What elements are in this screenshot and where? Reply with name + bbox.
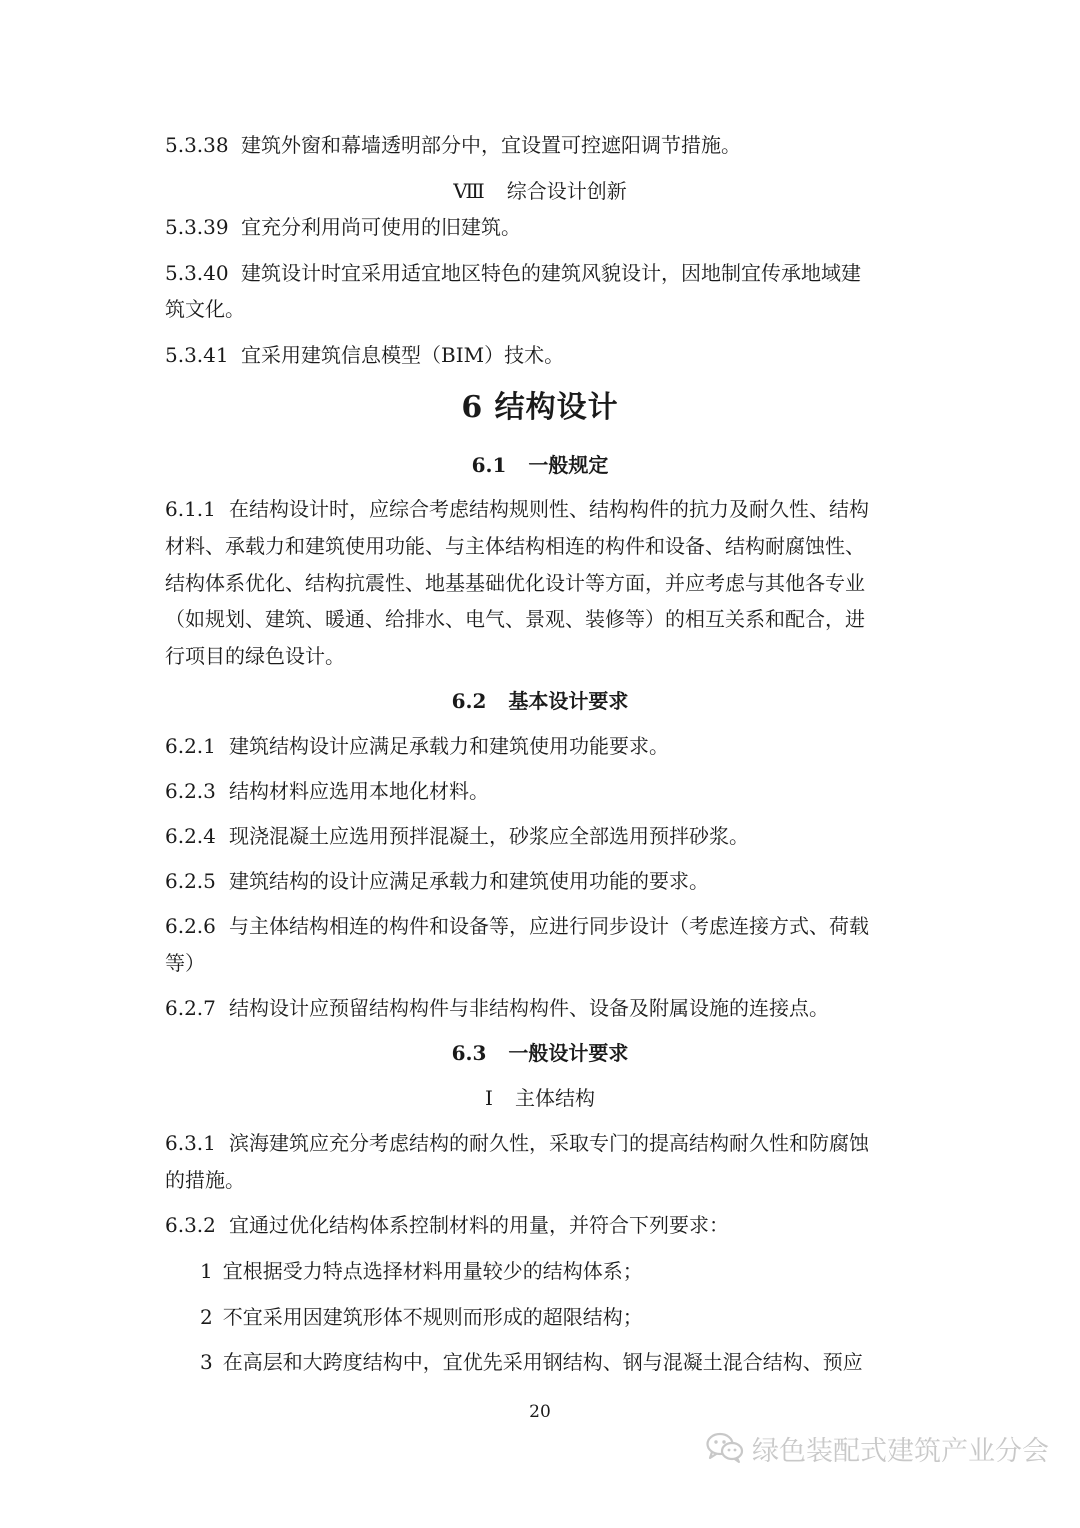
clause-6-3-2: 6.3.2 宜通过优化结构体系控制材料的用量，并符合下列要求：: [165, 1213, 729, 1237]
watermark-text: 绿色装配式建筑产业分会: [752, 1435, 1049, 1467]
clause-6-1-1: 6.1.1 在结构设计时，应综合考虑结构规则性、结构构件的抗力及耐久性、结构: [165, 497, 869, 521]
clause-6-2-6: 6.2.6 与主体结构相连的构件和设备等，应进行同步设计（考虑连接方式、荷载: [165, 914, 869, 938]
clause-6-3-1-cont: 的措施。: [165, 1168, 245, 1192]
clause-6-2-6-cont: 等）: [165, 951, 205, 975]
section-6-2-heading: 6.2 基本设计要求: [451, 689, 629, 713]
clause-6-2-3: 6.2.3 结构材料应选用本地化材料。: [165, 779, 489, 803]
clause-6-1-1-line3: 结构体系优化、结构抗震性、地基基础优化设计等方面，并应考虑与其他各专业: [165, 571, 865, 595]
clause-6-1-1-line4: （如规划、建筑、暖通、给排水、电气、景观、装修等）的相互关系和配合，进: [165, 607, 865, 631]
subsection-i-heading: Ⅰ 主体结构: [485, 1086, 595, 1110]
clause-6-3-1: 6.3.1 滨海建筑应充分考虑结构的耐久性，采取专门的提高结构耐久性和防腐蚀: [165, 1131, 869, 1155]
chapter-title: 6 结构设计: [461, 390, 619, 425]
clause-5-3-39: 5.3.39 宜充分利用尚可使用的旧建筑。: [165, 215, 521, 239]
clause-6-1-1-line2: 材料、承载力和建筑使用功能、与主体结构相连的构件和设备、结构耐腐蚀性、: [165, 534, 865, 558]
section-6-1-heading: 6.1 一般规定: [471, 453, 609, 477]
clause-6-2-4: 6.2.4 现浇混凝土应选用预拌混凝土，砂浆应全部选用预拌砂浆。: [165, 824, 749, 848]
subsection-viii-heading: Ⅷ 综合设计创新: [453, 179, 627, 203]
list-item: 1 宜根据受力特点选择材料用量较少的结构体系；: [200, 1259, 643, 1283]
wechat-icon: [706, 1432, 744, 1464]
clause-6-2-7: 6.2.7 结构设计应预留结构构件与非结构构件、设备及附属设施的连接点。: [165, 996, 829, 1020]
list-item: 3 在高层和大跨度结构中，宜优先采用钢结构、钢与混凝土混合结构、预应: [200, 1350, 863, 1374]
clause-5-3-40: 5.3.40 建筑设计时宜采用适宜地区特色的建筑风貌设计，因地制宜传承地域建: [165, 261, 861, 285]
watermark: [706, 1428, 1049, 1468]
clause-5-3-38: 5.3.38 建筑外窗和幕墙透明部分中，宜设置可控遮阳调节措施。: [165, 133, 741, 157]
clause-5-3-40-cont: 筑文化。: [165, 297, 245, 321]
clause-6-1-1-line5: 行项目的绿色设计。: [165, 644, 345, 668]
page-number: 20: [529, 1402, 551, 1422]
list-item: 2 不宜采用因建筑形体不规则而形成的超限结构；: [200, 1305, 643, 1329]
clause-5-3-41: 5.3.41 宜采用建筑信息模型（BIM）技术。: [165, 343, 565, 367]
clause-6-2-1: 6.2.1 建筑结构设计应满足承载力和建筑使用功能要求。: [165, 734, 669, 758]
clause-6-2-5: 6.2.5 建筑结构的设计应满足承载力和建筑使用功能的要求。: [165, 869, 709, 893]
section-6-3-heading: 6.3 一般设计要求: [451, 1041, 629, 1065]
